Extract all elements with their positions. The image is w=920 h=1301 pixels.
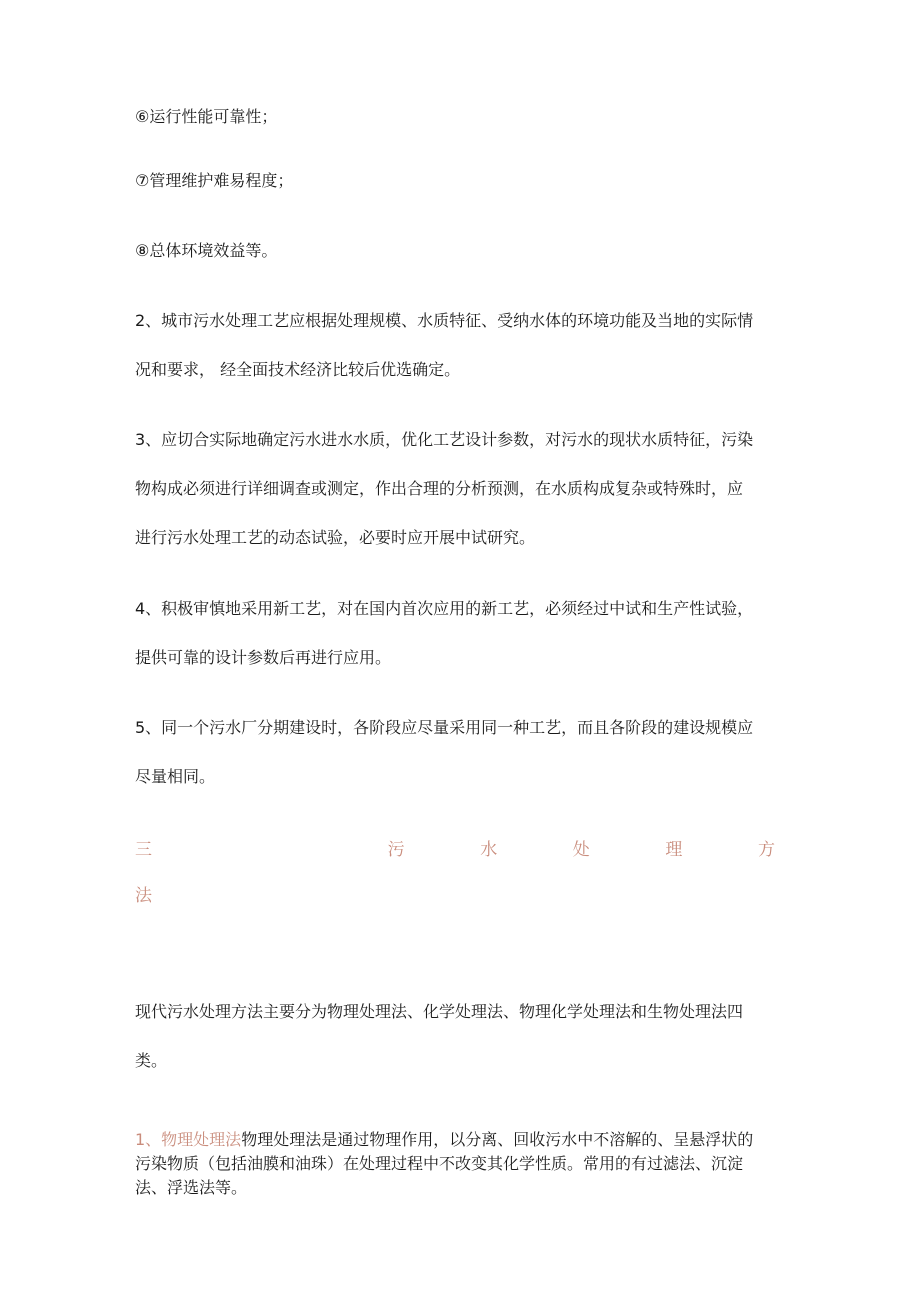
method-1-text: 物理处理法是通过物理作用，以分离、回收污水中不溶解的、呈悬浮状的 [241,1130,754,1149]
paragraph-2-line-1: 2、城市污水处理工艺应根据处理规模、水质特征、受纳水体的环境功能及当地的实际情 [135,311,754,330]
section-heading-char: 方 [757,840,775,860]
section-heading-char: 水 [480,840,498,860]
list-item-8: ⑧总体环境效益等。 [135,241,278,260]
paragraph-4-line-1: 4、积极审慎地采用新工艺，对在国内首次应用的新工艺，必须经过中试和生产性试验， [135,599,754,618]
paragraph-3 [135,415,800,562]
paragraph-3-line-1: 3、应切合实际地确定污水进水水质，优化工艺设计参数，对污水的现状水质特征，污染 [135,430,754,449]
method-1-line-2: 污染物质（包括油膜和油珠）在处理过程中不改变其化学性质。常用的有过滤法、沉淀 [135,1154,744,1173]
section-heading-tail: 法 [135,886,152,906]
paragraph-3-line-3: 进行污水处理工艺的动态试验，必要时应开展中试研究。 [135,528,536,547]
method-1-label: 1、物理处理法 [135,1130,242,1149]
paragraph-3-line-2: 物构成必须进行详细调查或测定，作出合理的分析预测，在水质构成复杂或特殊时，应 [135,479,744,498]
method-1-line-3: 法、浮选法等。 [135,1178,248,1197]
list-item-7: ⑦管理维护难易程度； [135,171,294,190]
method-1-paragraph [135,1128,800,1200]
method-1-line-1 [135,1128,800,1152]
section-heading-char: 处 [572,840,590,860]
paragraph-2-line-2: 况和要求， 经全面技术经济比较后优选确定。 [135,360,461,379]
paragraph-4 [135,584,800,682]
intro-line-2: 类。 [135,1051,168,1070]
section-heading [135,823,775,872]
section-heading-char: 三 [135,840,152,860]
section-heading-char: 理 [665,840,683,860]
paragraph-2 [135,296,800,394]
paragraph-5 [135,703,800,801]
list-item-6: ⑥运行性能可靠性； [135,107,278,126]
paragraph-5-line-1: 5、同一个污水厂分期建设时，各阶段应尽量采用同一种工艺，而且各阶段的建设规模应 [135,718,754,737]
intro-line-1: 现代污水处理方法主要分为物理处理法、化学处理法、物理化学处理法和生物处理法四 [135,1002,744,1021]
section-heading-char: 污 [387,840,405,860]
paragraph-4-line-2: 提供可靠的设计参数后再进行应用。 [135,648,392,667]
paragraph-5-line-2: 尽量相同。 [135,767,216,786]
intro-paragraph [135,987,800,1085]
